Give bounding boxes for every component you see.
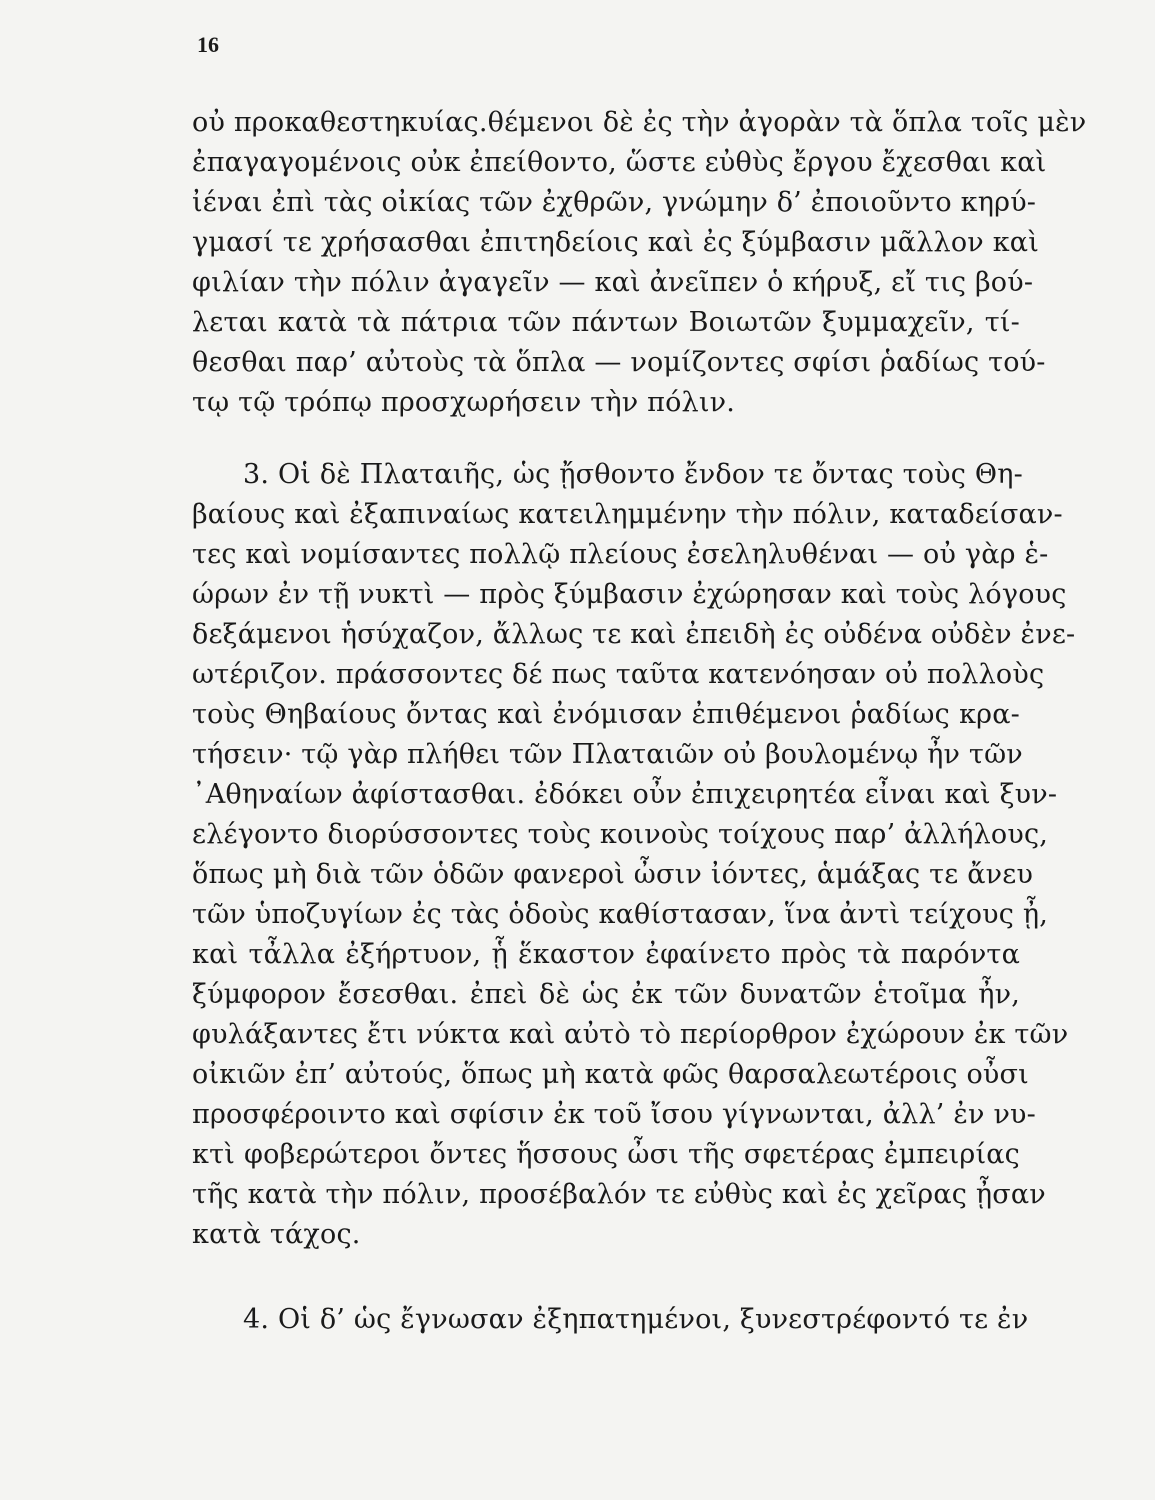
text-line: θεσθαι παρ’ αὐτοὺς τὰ ὅπλα — νομίζοντες σφίσι ῥαδίως τού- — [192, 347, 1046, 378]
text-line: λεται κατὰ τὰ πάτρια τῶν πάντων Βοιωτῶν ξυμμαχεῖν, τί- — [192, 307, 1020, 338]
text-line: ελέγοντο διορύσσοντες τοὺς κοινοὺς τοίχους παρ’ ἀλλήλους, — [192, 819, 1049, 850]
text-line: τήσειν· τῷ γὰρ πλήθει τῶν Πλαταιῶν οὐ βουλομένῳ ἦν τῶν — [192, 739, 1023, 770]
text-line: τῆς κατὰ τὴν πόλιν, προσέβαλόν τε εὐθὺς καὶ ἐς χεῖρας ᾖσαν — [192, 1179, 1046, 1210]
text-line: κτὶ φοβερώτεροι ὄντες ἥσσους ὦσι τῆς σφετέρας ἐμπειρίας — [192, 1139, 1020, 1170]
text-line: προσφέροιντο καὶ σφίσιν ἐκ τοῦ ἴσου γίγνωνται, ἀλλ’ ἐν νυ- — [192, 1099, 1036, 1130]
text-line: οἰκιῶν ἐπ’ αὐτούς, ὅπως μὴ κατὰ φῶς θαρσαλεωτέροις οὖσι — [192, 1059, 1029, 1090]
text-line: βαίους καὶ ἐξαπιναίως κατειλημμένην τὴν πόλιν, καταδείσαν- — [192, 499, 1063, 530]
text-line: κατὰ τάχος. — [192, 1219, 361, 1250]
page-number: 16 — [197, 32, 219, 57]
section-3-heading-line: 3. Οἱ δὲ Πλαταιῆς, ὡς ᾔσθοντο ἔνδον τε ὄντας τοὺς Θη- — [243, 459, 1023, 490]
text-line: ἰέναι ἐπὶ τὰς οἰκίας τῶν ἐχθρῶν, γνώμην δ’ ἐποιοῦντο κηρύ- — [192, 187, 1037, 218]
text-line: τῶν ὑποζυγίων ἐς τὰς ὁδοὺς καθίστασαν, ἵνα ἀντὶ τείχους ᾖ, — [192, 899, 1049, 930]
text-line: φιλίαν τὴν πόλιν ἀγαγεῖν — καὶ ἀνεῖπεν ὁ κήρυξ, εἴ τις βού- — [192, 267, 1034, 298]
text-line: οὐ προκαθεστηκυίας.θέμενοι δὲ ἐς τὴν ἀγορὰν τὰ ὅπλα τοῖς μὲν — [192, 107, 1087, 138]
text-line: ξύμφορον ἔσεσθαι. ἐπεὶ δὲ ὡς ἐκ τῶν δυνατῶν ἑτοῖμα ἦν, — [192, 979, 1020, 1010]
text-line: ἐπαγαγομένοις οὐκ ἐπείθοντο, ὥστε εὐθὺς ἔργου ἔχεσθαι καὶ — [192, 147, 1047, 178]
text-line: ὅπως μὴ διὰ τῶν ὁδῶν φανεροὶ ὦσιν ἰόντες, ἁμάξας τε ἄνευ — [192, 859, 1034, 890]
text-line: τῳ τῷ τρόπῳ προσχωρήσειν τὴν πόλιν. — [192, 387, 736, 418]
text-line: δεξάμενοι ἡσύχαζον, ἄλλως τε καὶ ἐπειδὴ ἐς οὐδένα οὐδὲν ἐνε- — [192, 619, 1076, 650]
text-line: τες καὶ νομίσαντες πολλῷ πλείους ἐσεληλυθέναι — οὐ γὰρ ἑ- — [192, 539, 1049, 570]
text-line: ωτέριζον. πράσσοντες δέ πως ταῦτα κατενόησαν οὐ πολλοὺς — [192, 659, 1045, 690]
text-line: ᾿Αθηναίων ἀφίστασθαι. ἐδόκει οὖν ἐπιχειρητέα εἶναι καὶ ξυν- — [192, 779, 1058, 810]
text-line: ώρων ἐν τῇ νυκτὶ — πρὸς ξύμβασιν ἐχώρησαν καὶ τοὺς λόγους — [192, 579, 1067, 610]
section-4-heading-line: 4. Οἱ δ’ ὡς ἔγνωσαν ἐξηπατημένοι, ξυνεστρέφοντό τε ἐν — [243, 1304, 1029, 1335]
text-line: γμασί τε χρήσασθαι ἐπιτηδείοις καὶ ἐς ξύμβασιν μᾶλλον καὶ — [192, 227, 1040, 258]
text-line: τοὺς Θηβαίους ὄντας καὶ ἐνόμισαν ἐπιθέμενοι ῥαδίως κρα- — [192, 699, 1020, 730]
text-line: καὶ τἆλλα ἐξήρτυον, ᾗ ἕκαστον ἐφαίνετο πρὸς τὰ παρόντα — [192, 939, 1020, 970]
text-line: φυλάξαντες ἔτι νύκτα καὶ αὐτὸ τὸ περίορθρον ἐχώρουν ἐκ τῶν — [192, 1019, 1069, 1050]
